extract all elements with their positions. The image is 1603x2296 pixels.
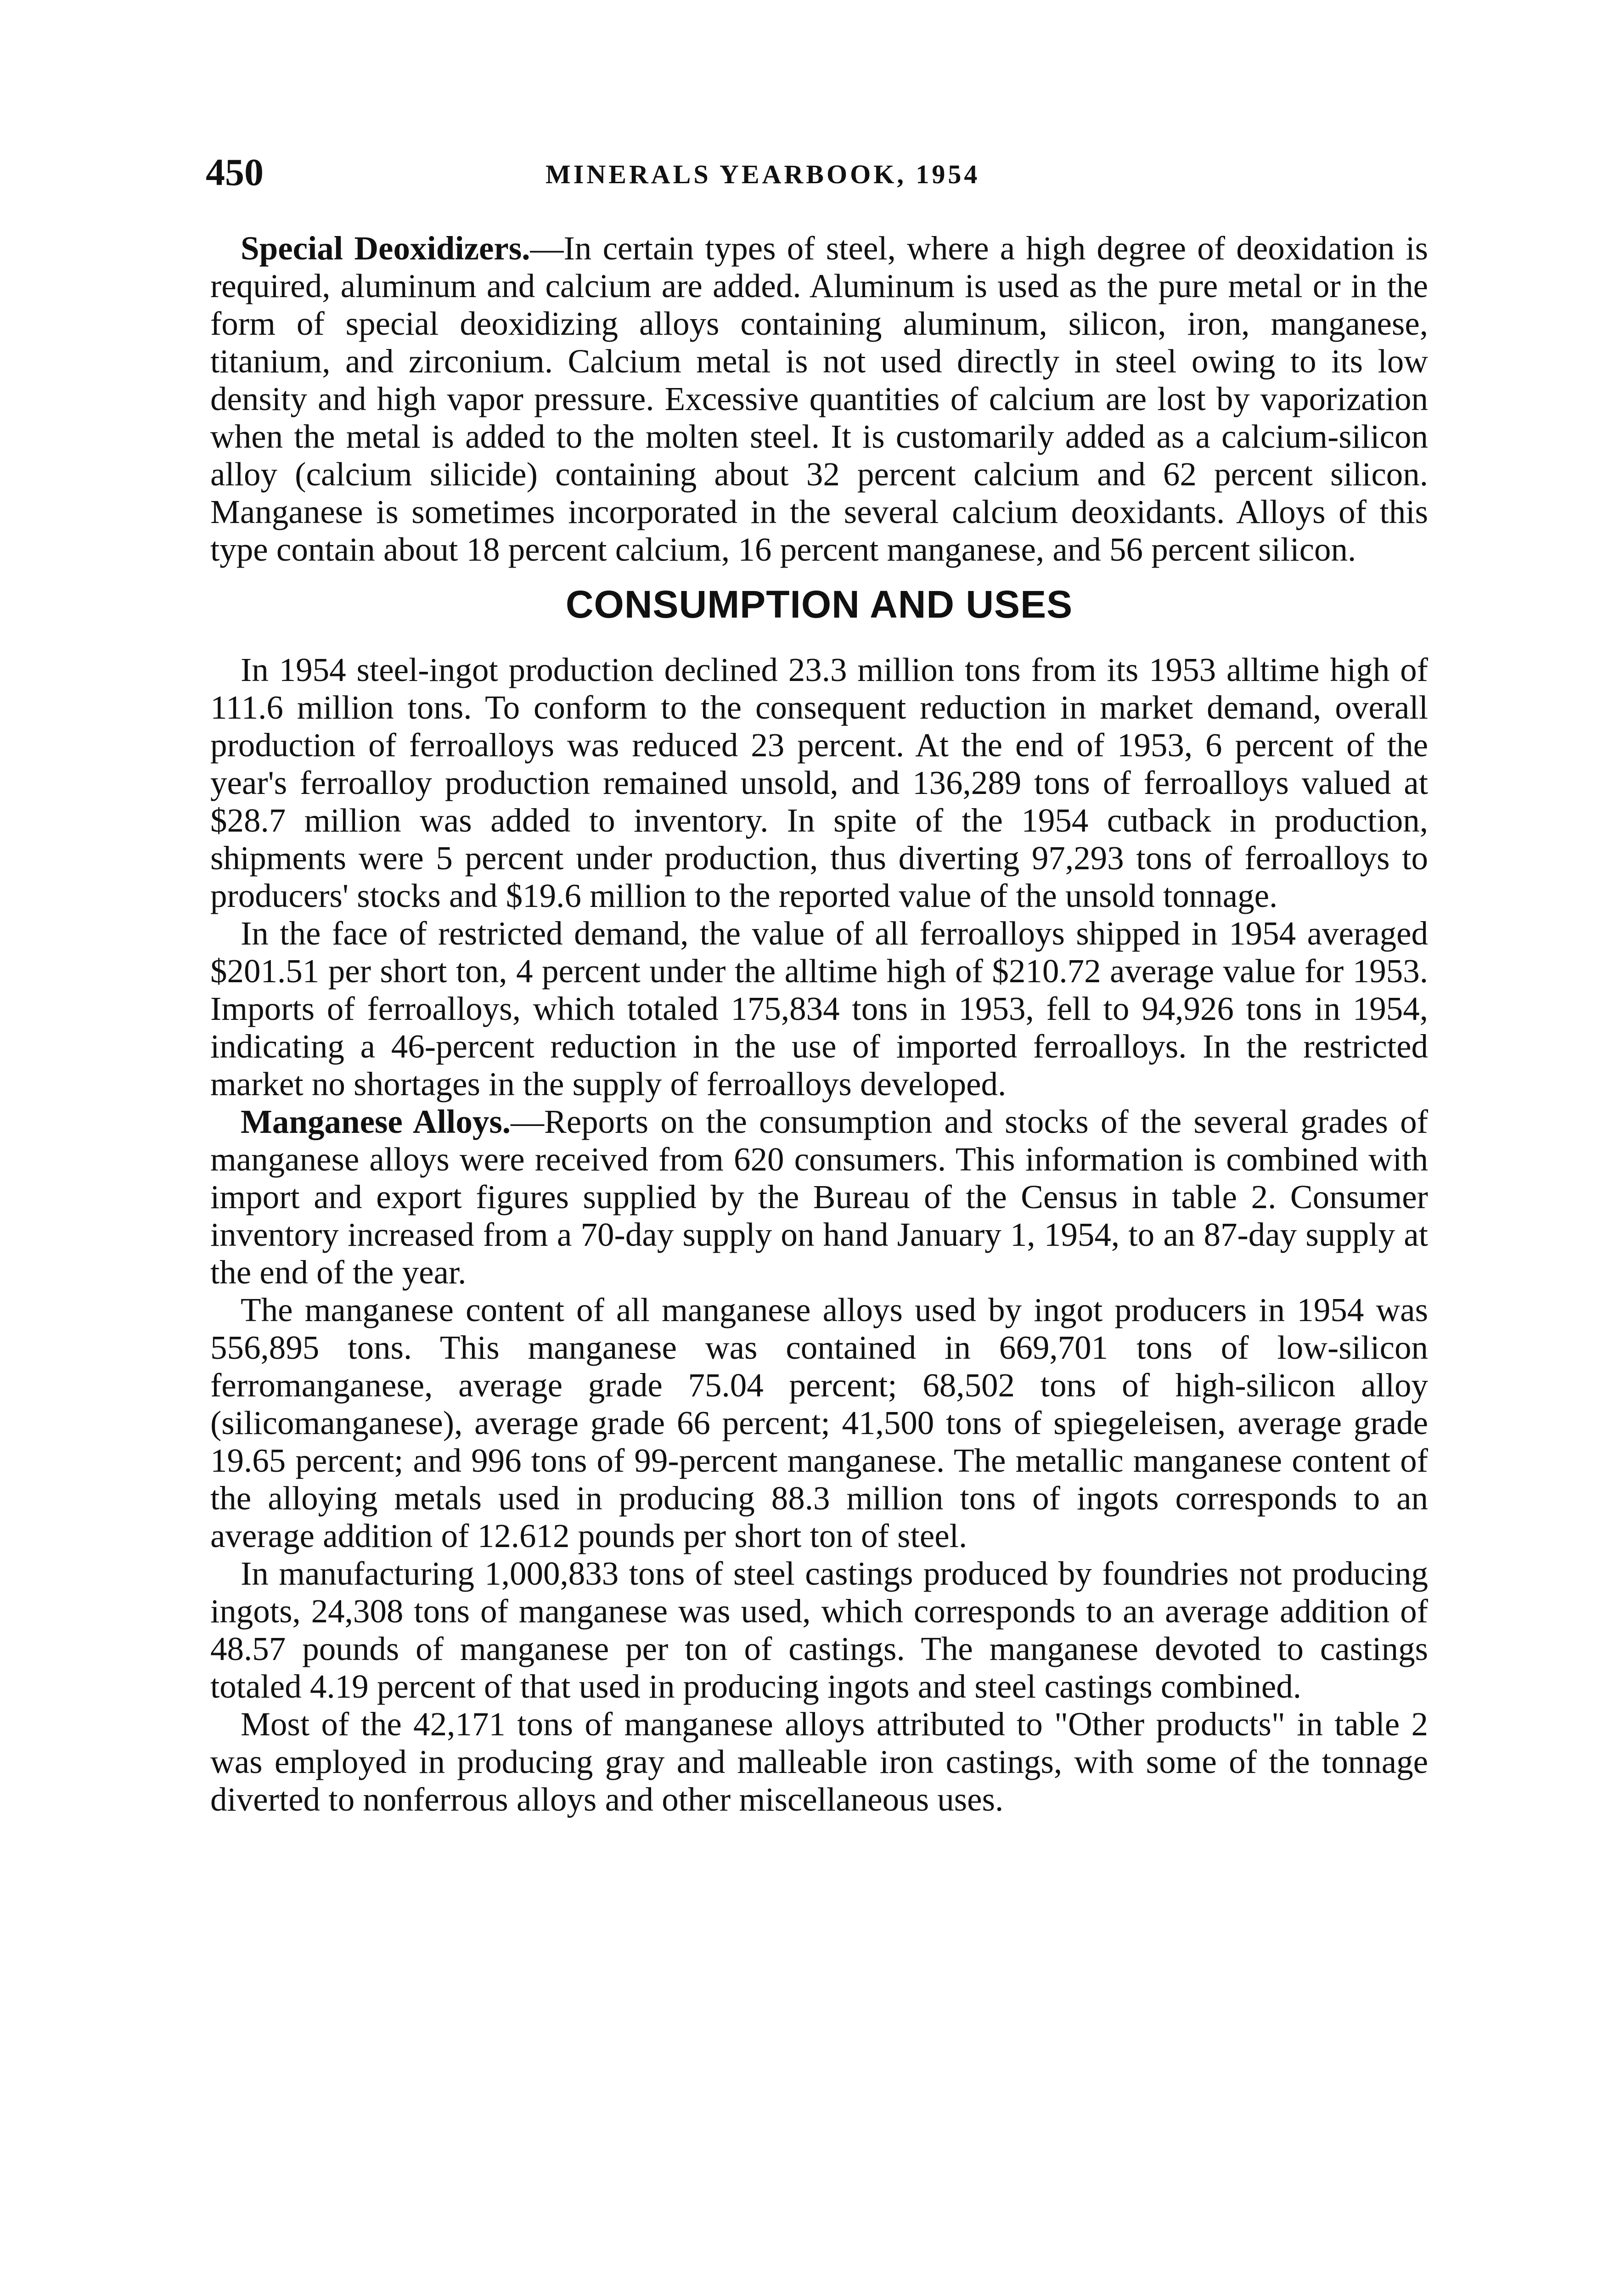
paragraph: [210, 1705, 1428, 1818]
run-in-heading: Special Deoxidizers.: [241, 230, 530, 267]
paragraph-text: In manufacturing 1,000,833 tons of steel castings produced by foundries not producing ingots, 24,308 tons of manganese was used, which corresponds to an average addition of 48.57 pounds of manganese per ton of castings. The manganese devoted to castings totaled 4.19 percent of that used in producing ingots and steel castings combined.: [210, 1555, 1428, 1705]
paragraph-text: Most of the 42,171 tons of manganese alloys attributed to "Other products" in table 2 was employed in producing gray and malleable iron castings, with some of the tonnage diverted to nonferrous alloys and other miscellaneous uses.: [210, 1705, 1428, 1818]
paragraph: [210, 1291, 1428, 1555]
paragraph-manganese-alloys: [210, 1103, 1428, 1291]
running-head: [206, 150, 1418, 200]
body-text: [210, 230, 1428, 1818]
paragraph-special-deoxidizers: [210, 230, 1428, 568]
section-heading: CONSUMPTION AND USES: [565, 583, 1073, 626]
paragraph-text: —Reports on the consumption and stocks of the several grades of manganese alloys were received from 620 consumers. This information is combined with import and export figures supplied by the Bureau of the Census in table 2. Consumer inventory increased from a 70-day supply on hand January 1, 1954, to an 87-day supply at the end of the year.: [210, 1103, 1428, 1291]
paragraph: [210, 651, 1428, 915]
paragraph: [210, 915, 1428, 1103]
paragraph-text: In the face of restricted demand, the value of all ferroalloys shipped in 1954 averaged $201.51 per short ton, 4 percent under the alltime high of $210.72 average value for 1953. Imports of ferroalloys, which totaled 175,834 tons in 1953, fell to 94,926 tons in 1954, indicating a 46-percent reduction in the use of imported ferroalloys. In the restricted market no shortages in the supply of ferroalloys developed.: [210, 915, 1428, 1103]
publication-title: MINERALS YEARBOOK, 1954: [546, 159, 980, 189]
page-number: 450: [206, 151, 264, 194]
run-in-heading: Manganese Alloys.: [241, 1103, 511, 1140]
paragraph-text: In 1954 steel-ingot production declined 23.3 million tons from its 1953 alltime high of 111.6 million tons. To conform to the consequent reduction in market demand, overall production of ferroalloys was reduced 23 percent. At the end of 1953, 6 percent of the year's ferroalloy production remained unsold, and 136,289 tons of ferroalloys valued at $28.7 million was added to inventory. In spite of the 1954 cutback in production, shipments were 5 percent under production, thus diverting 97,293 tons of ferroalloys to producers' stocks and $19.6 million to the reported value of the unsold tonnage.: [210, 651, 1428, 914]
paragraph-text: The manganese content of all manganese alloys used by ingot producers in 1954 was 556,895 tons. This manganese was contained in 669,701 tons of low-silicon ferromanganese, average grade 75.04 percent; 68,502 tons of high-silicon alloy (silicomanganese), average grade 66 percent; 41,500 tons of spiegeleisen, average grade 19.65 percent; and 996 tons of 99-percent manganese. The metallic manganese content of the alloying metals used in producing 88.3 million tons of ingots corresponds to an average addition of 12.612 pounds per short ton of steel.: [210, 1291, 1428, 1554]
paragraph-text: —In certain types of steel, where a high degree of deoxidation is required, aluminum and calcium are added. Aluminum is used as the pure metal or in the form of special deoxidizing alloys containing aluminum, silicon, iron, manganese, titanium, and zirconium. Calcium metal is not used directly in steel owing to its low density and high vapor pressure. Excessive quantities of calcium are lost by vaporization when the metal is added to the molten steel. It is customarily added as a calcium-silicon alloy (calcium silicide) containing about 32 percent calcium and 62 percent silicon. Manganese is sometimes incorporated in the several calcium deoxidants. Alloys of this type contain about 18 percent calcium, 16 percent manganese, and 56 percent silicon.: [210, 230, 1428, 568]
paragraph: [210, 1555, 1428, 1705]
